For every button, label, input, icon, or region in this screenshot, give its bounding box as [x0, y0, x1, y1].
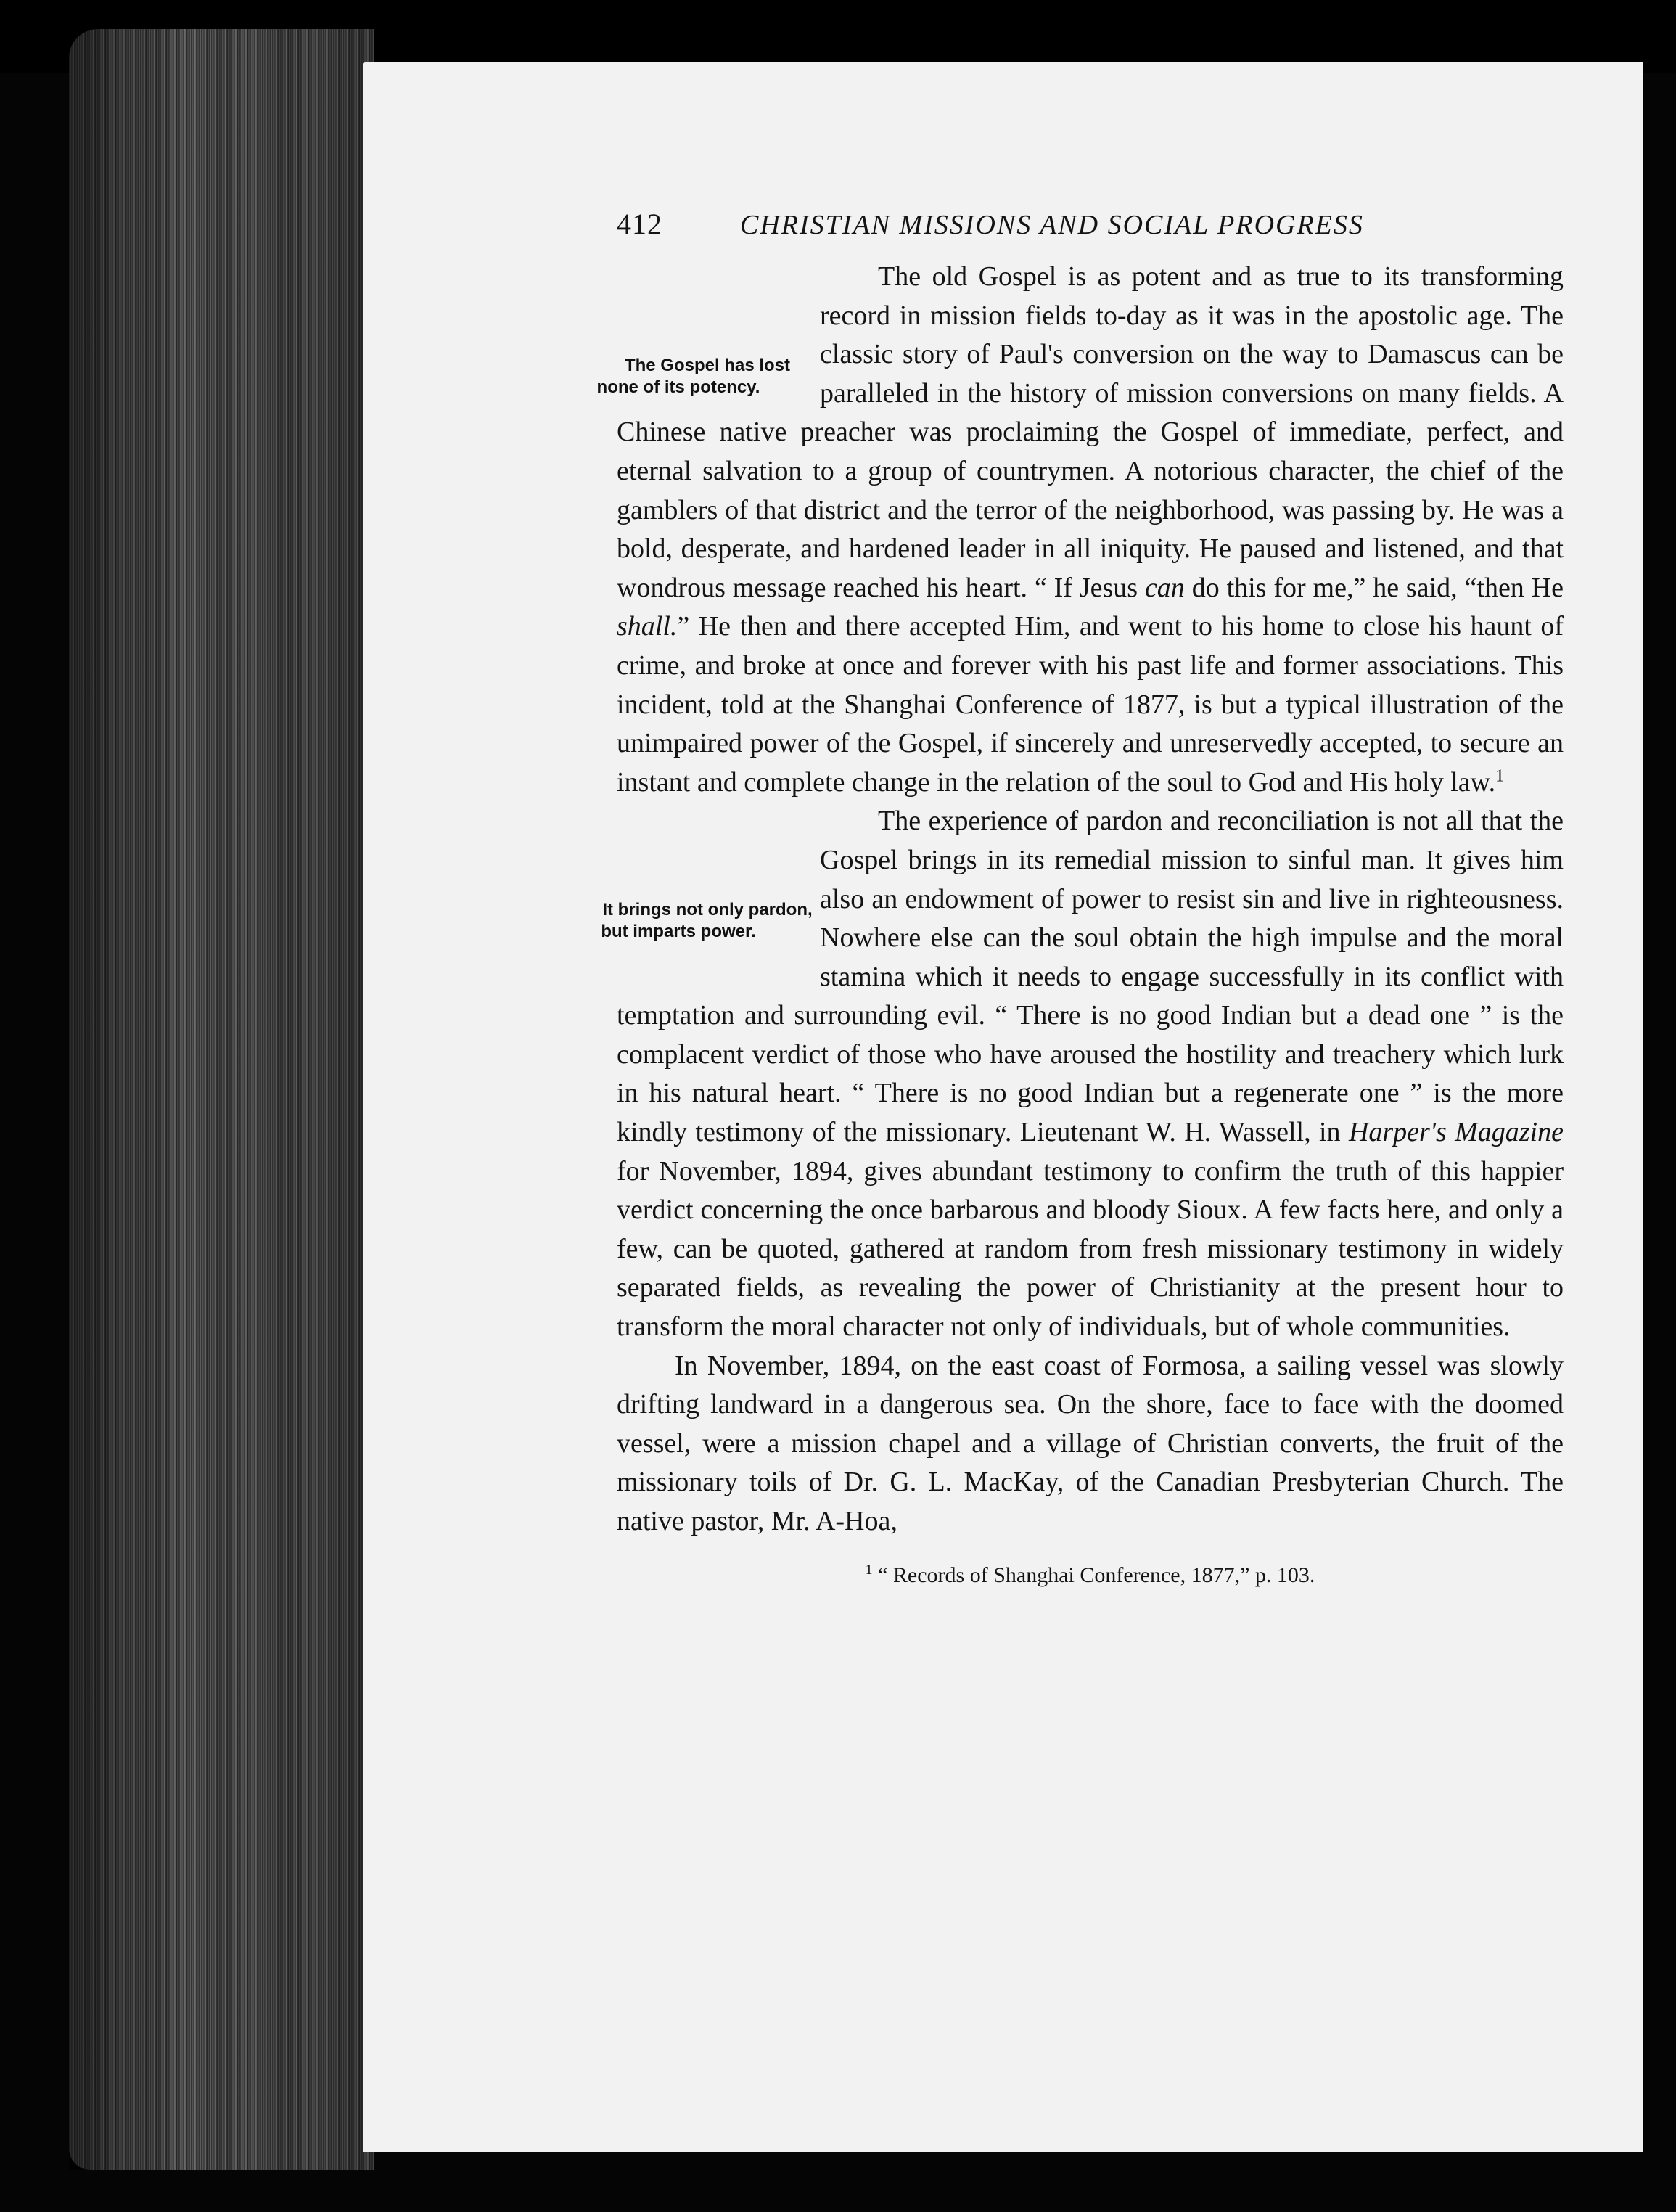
book-page: [363, 62, 1643, 2152]
running-head: [617, 207, 1564, 258]
paragraph-1: [596, 258, 1564, 802]
book-page-edge: [69, 29, 374, 2170]
paragraph-2-text-a: The experience of pardon and reconciliation is not all that the Gospel brings in its remedial mission to sinful man. It gives him also an endowment of power to resist sin and live in righteousness. Nowhere else can the soul obtain the high impulse and the moral stamina which it needs to engage successfully in its conflict with temptation and surrounding evil. “ There is no good Indian but a dead one ” is the complacent verdict of those who have aroused the hostility and treachery which lurk in his natural heart. “ There is no good Indian but a regenerate one ” is the more kindly testimony of the missionary. Lieutenant W. H. Wassell, in: [617, 806, 1564, 1148]
emphasis-can: can: [1144, 572, 1185, 603]
footnote-ref: 1: [1495, 766, 1505, 786]
paragraph-2-text-b: for November, 1894, gives abundant testimony to confirm the truth of this happier verdict concerning the once barbarous and bloody Sioux. A few facts here, and only a few, can be quoted, gathered at random from fresh missionary testimony in widely separated fields, as revealing the power of Christianity at the present hour to transform the moral character not only of individuals, but of whole communities.: [617, 1155, 1564, 1343]
sidenote-pardon-power: It brings not only pardon, but imparts power.: [601, 900, 813, 942]
emphasis-harpers-magazine: Harper's Magazine: [1348, 1117, 1564, 1148]
paragraph-2: [601, 802, 1564, 1346]
page-content: [596, 207, 1564, 1588]
paragraph-1-text-c: ” He then and there accepted Him, and went to his home to close his haunt of crime, and broke at once and forever with his past life and former associations. This incident, told at the Shanghai Conference of 1877, is but a typical illustration of the unimpaired power of the Gospel, if sincerely and unreservedly accepted, to secure an instant and complete change in the relation of the soul to God and His holy law.: [617, 611, 1564, 798]
paragraph-1-text-b: do this for me,” he said, “then He: [1184, 572, 1564, 603]
page-number: 412: [617, 208, 662, 240]
sidenote-container-1: [559, 336, 820, 398]
sidenote-container-2: [559, 880, 820, 972]
sidenote-gospel-potency: The Gospel has lost none of its potency.: [596, 356, 791, 397]
footnote-marker: 1: [865, 1561, 873, 1578]
emphasis-shall: shall.: [617, 611, 678, 642]
paragraph-1-text-a: The old Gospel is as potent and as true to its transforming record in mission fields to-day as it was in the apostolic age. The classic story of Paul's conversion on the way to Damascus can be paralleled in the history of mission conversions on many fields. A Chinese native preacher was proclaiming the Gospel of immediate, perfect, and eternal salvation to a group of countrymen. A notorious character, the chief of the gamblers of that district and the terror of the neighborhood, was passing by. He was a bold, desperate, and hardened leader in all iniquity. He paused and listened, and that wondrous message reached his heart. “ If Jesus: [617, 261, 1564, 603]
paragraph-3: In November, 1894, on the east coast of Formosa, a sailing vessel was slowly drifting landward in a dangerous sea. On the shore, face to face with the doomed vessel, were a mission chapel and a village of Christian converts, the fruit of the missionary toils of Dr. G. L. MacKay, of the Canadian Presbyterian Church. The native pastor, Mr. A-Hoa,: [617, 1350, 1564, 1536]
footnote-text: “ Records of Shanghai Conference, 1877,” p. 103.: [878, 1562, 1315, 1587]
footnote: [617, 1563, 1564, 1588]
body-text: [596, 258, 1564, 1541]
running-title: CHRISTIAN MISSIONS AND SOCIAL PROGRESS: [740, 210, 1364, 240]
